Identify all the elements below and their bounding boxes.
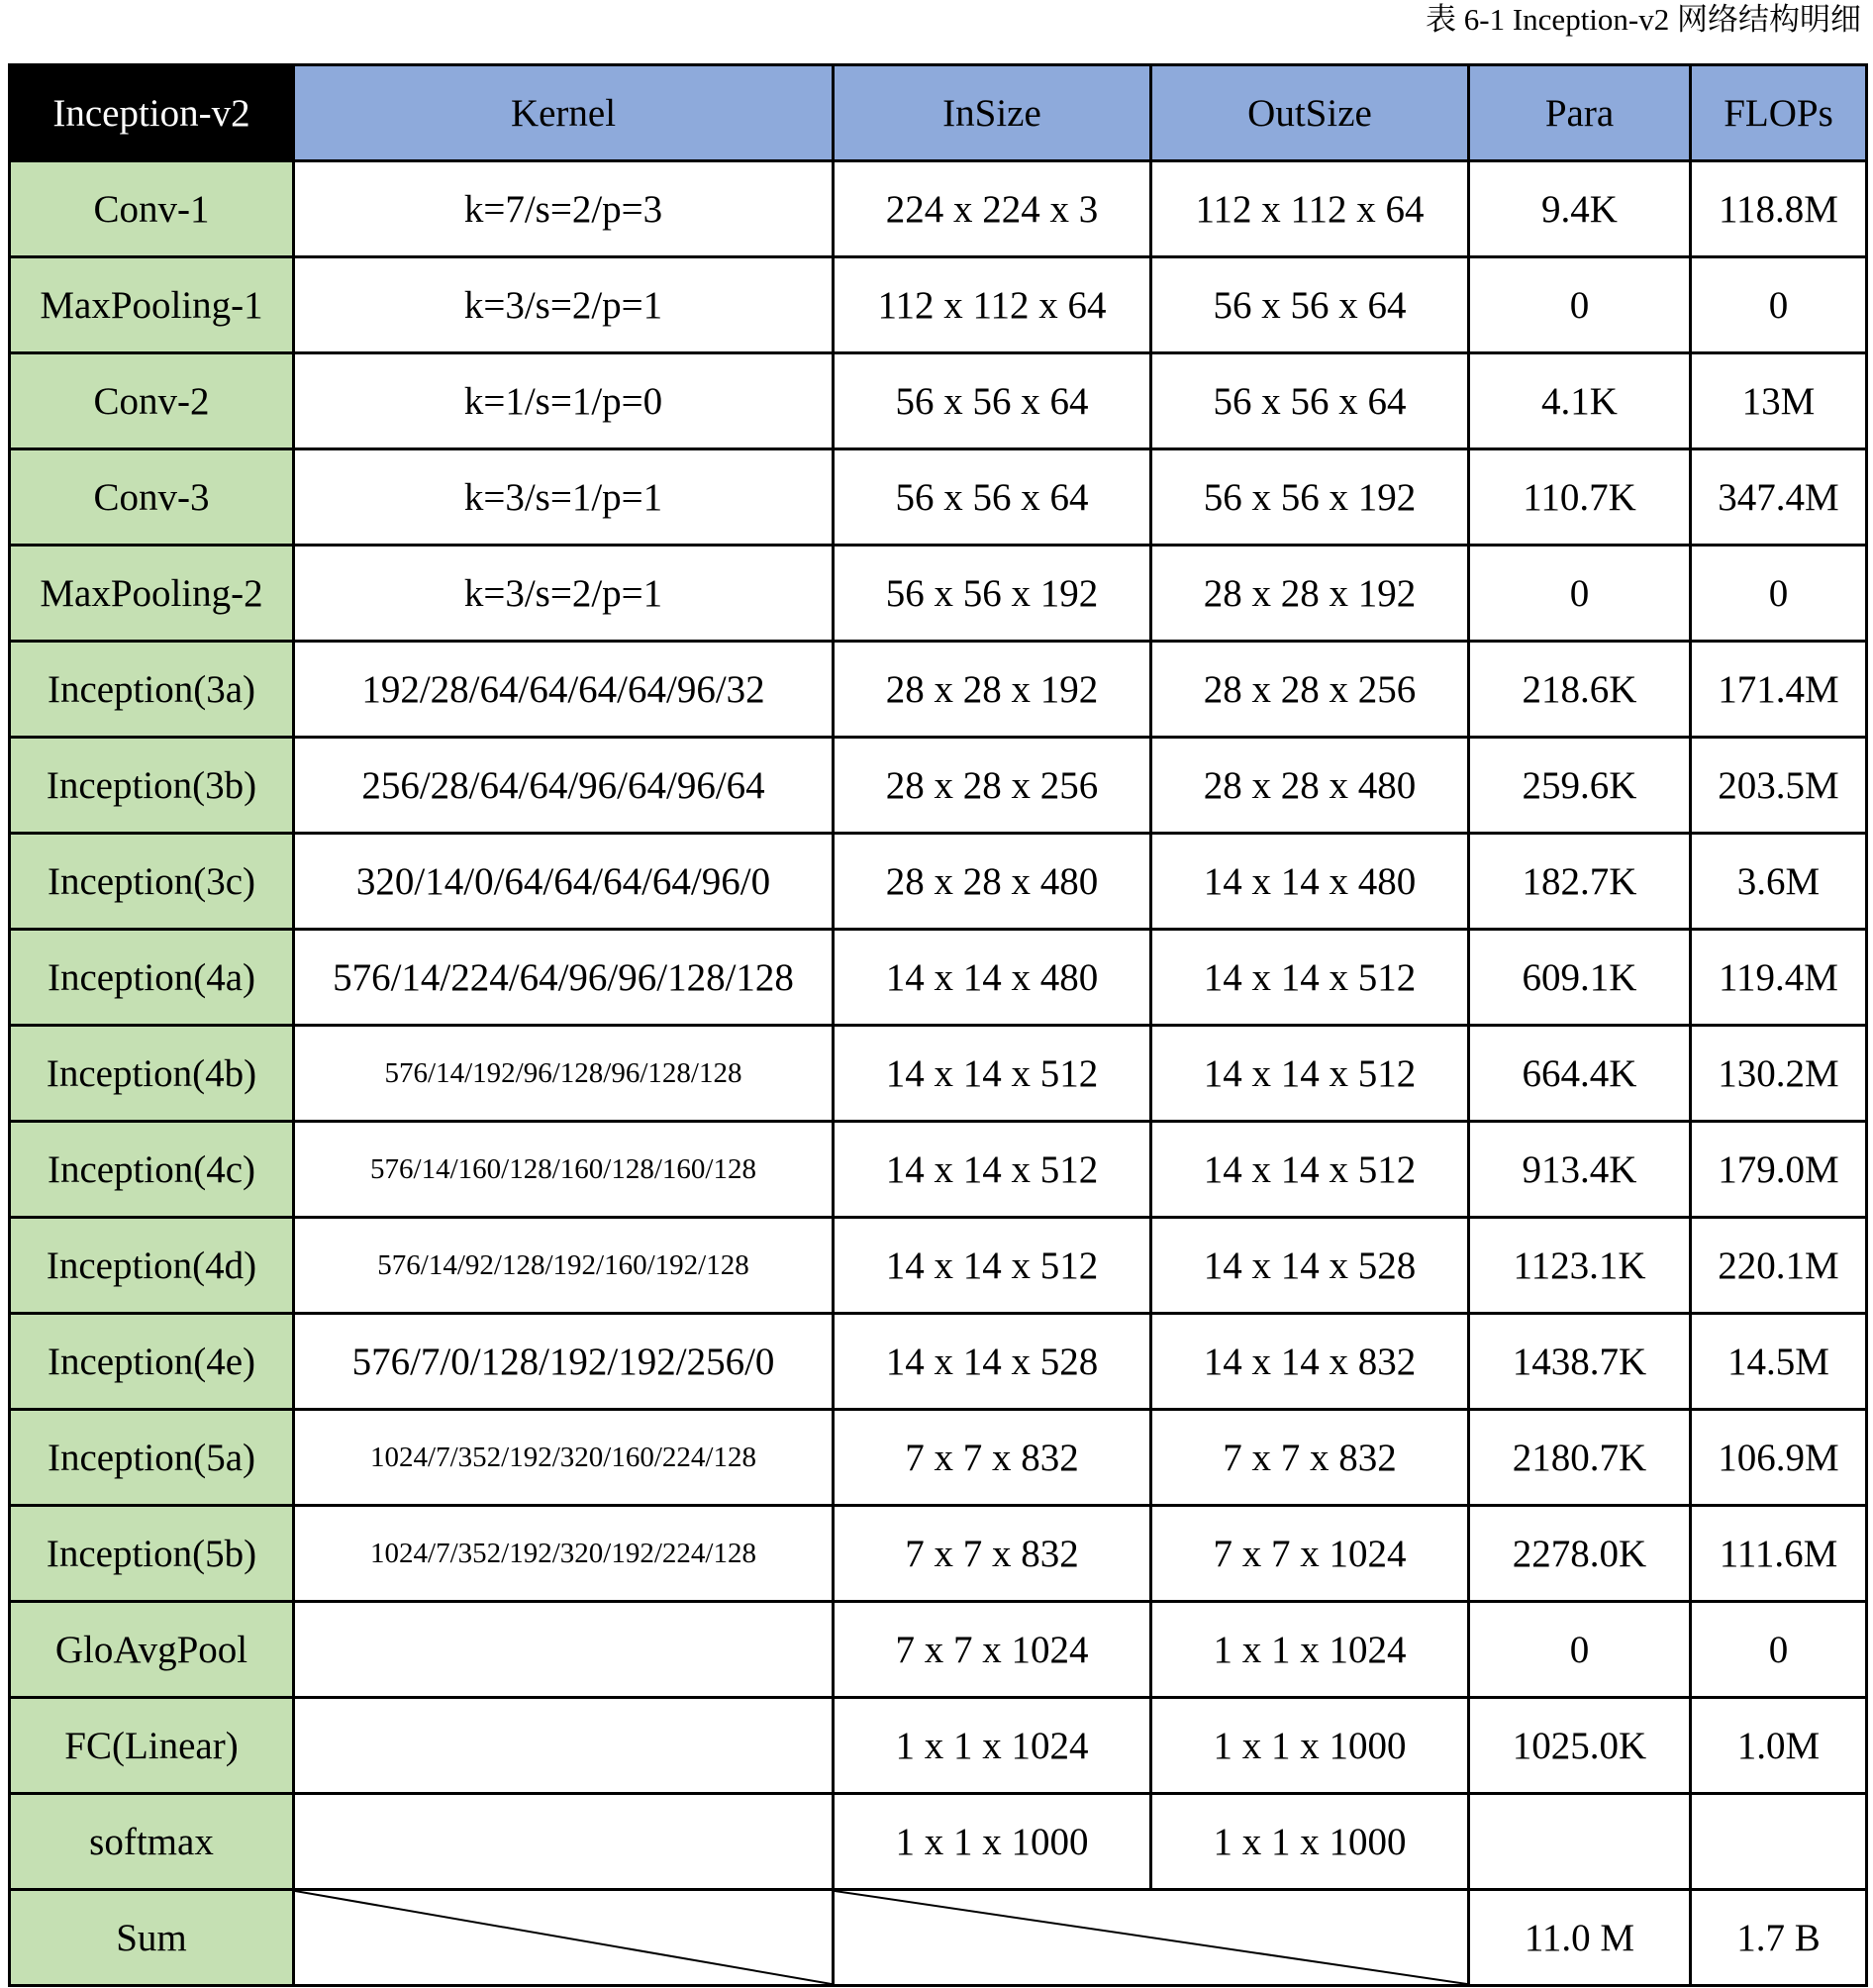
header-cell-kernel: Kernel: [294, 65, 834, 161]
table-row: [10, 1026, 1867, 1122]
para-cell: 1123.1K: [1469, 1218, 1691, 1314]
layer-cell: GloAvgPool: [10, 1602, 294, 1698]
insize-cell: 1 x 1 x 1000: [834, 1794, 1151, 1890]
layer-cell: softmax: [10, 1794, 294, 1890]
flops-cell: 220.1M: [1691, 1218, 1867, 1314]
para-cell: 913.4K: [1469, 1122, 1691, 1218]
kernel-cell: 576/14/192/96/128/96/128/128: [294, 1026, 834, 1122]
para-cell: 1025.0K: [1469, 1698, 1691, 1794]
table-row: [10, 1698, 1867, 1794]
insize-cell: 7 x 7 x 832: [834, 1506, 1151, 1602]
layer-cell: MaxPooling-1: [10, 257, 294, 353]
para-cell: 218.6K: [1469, 642, 1691, 738]
para-cell: 1438.7K: [1469, 1314, 1691, 1410]
flops-cell: 130.2M: [1691, 1026, 1867, 1122]
outsize-cell: 14 x 14 x 832: [1151, 1314, 1469, 1410]
para-cell: 0: [1469, 257, 1691, 353]
insize-cell: 7 x 7 x 832: [834, 1410, 1151, 1506]
insize-cell: 28 x 28 x 192: [834, 642, 1151, 738]
kernel-cell: k=3/s=2/p=1: [294, 546, 834, 642]
sum-label-cell: Sum: [10, 1890, 294, 1986]
flops-cell: 118.8M: [1691, 161, 1867, 257]
header-row: [10, 65, 1867, 161]
flops-cell: 171.4M: [1691, 642, 1867, 738]
table-row: [10, 834, 1867, 930]
sum-size-diagonal-cell: [834, 1890, 1469, 1986]
flops-cell: [1691, 1794, 1867, 1890]
kernel-cell: 576/14/160/128/160/128/160/128: [294, 1122, 834, 1218]
para-cell: 259.6K: [1469, 738, 1691, 834]
insize-cell: 14 x 14 x 512: [834, 1026, 1151, 1122]
kernel-cell: 576/7/0/128/192/192/256/0: [294, 1314, 834, 1410]
layer-cell: Inception(3b): [10, 738, 294, 834]
outsize-cell: 1 x 1 x 1000: [1151, 1698, 1469, 1794]
flops-cell: 3.6M: [1691, 834, 1867, 930]
kernel-cell: 576/14/92/128/192/160/192/128: [294, 1218, 834, 1314]
kernel-cell: 576/14/224/64/96/96/128/128: [294, 930, 834, 1026]
kernel-cell: k=3/s=2/p=1: [294, 257, 834, 353]
outsize-cell: 14 x 14 x 480: [1151, 834, 1469, 930]
outsize-cell: 7 x 7 x 832: [1151, 1410, 1469, 1506]
layer-cell: Inception(4d): [10, 1218, 294, 1314]
kernel-cell: [294, 1602, 834, 1698]
outsize-cell: 56 x 56 x 192: [1151, 449, 1469, 546]
table-row: [10, 1506, 1867, 1602]
flops-cell: 347.4M: [1691, 449, 1867, 546]
table-row: [10, 1218, 1867, 1314]
flops-cell: 179.0M: [1691, 1122, 1867, 1218]
insize-cell: 14 x 14 x 512: [834, 1122, 1151, 1218]
para-cell: 0: [1469, 546, 1691, 642]
outsize-cell: 56 x 56 x 64: [1151, 353, 1469, 449]
outsize-cell: 28 x 28 x 256: [1151, 642, 1469, 738]
outsize-cell: 56 x 56 x 64: [1151, 257, 1469, 353]
insize-cell: 112 x 112 x 64: [834, 257, 1151, 353]
outsize-cell: 14 x 14 x 512: [1151, 930, 1469, 1026]
kernel-cell: 256/28/64/64/96/64/96/64: [294, 738, 834, 834]
layer-cell: Conv-3: [10, 449, 294, 546]
para-cell: 664.4K: [1469, 1026, 1691, 1122]
flops-cell: 0: [1691, 1602, 1867, 1698]
header-cell-model: Inception-v2: [10, 65, 294, 161]
insize-cell: 1 x 1 x 1024: [834, 1698, 1151, 1794]
outsize-cell: 14 x 14 x 528: [1151, 1218, 1469, 1314]
insize-cell: 7 x 7 x 1024: [834, 1602, 1151, 1698]
insize-cell: 56 x 56 x 64: [834, 449, 1151, 546]
diagonal-line-icon: [295, 1891, 832, 1984]
insize-cell: 56 x 56 x 64: [834, 353, 1151, 449]
flops-cell: 0: [1691, 257, 1867, 353]
flops-cell: 119.4M: [1691, 930, 1867, 1026]
layer-cell: Inception(4c): [10, 1122, 294, 1218]
insize-cell: 14 x 14 x 528: [834, 1314, 1151, 1410]
table-row: [10, 1410, 1867, 1506]
flops-cell: 111.6M: [1691, 1506, 1867, 1602]
inception-v2-table: [8, 63, 1868, 1987]
layer-cell: Inception(5a): [10, 1410, 294, 1506]
para-cell: 609.1K: [1469, 930, 1691, 1026]
para-cell: 9.4K: [1469, 161, 1691, 257]
insize-cell: 14 x 14 x 512: [834, 1218, 1151, 1314]
layer-cell: Inception(5b): [10, 1506, 294, 1602]
kernel-cell: [294, 1698, 834, 1794]
sum-para-cell: 11.0 M: [1469, 1890, 1691, 1986]
sum-flops-cell: 1.7 B: [1691, 1890, 1867, 1986]
flops-cell: 14.5M: [1691, 1314, 1867, 1410]
flops-cell: 203.5M: [1691, 738, 1867, 834]
table-row: [10, 449, 1867, 546]
kernel-cell: 320/14/0/64/64/64/64/96/0: [294, 834, 834, 930]
insize-cell: 56 x 56 x 192: [834, 546, 1151, 642]
kernel-cell: k=3/s=1/p=1: [294, 449, 834, 546]
kernel-cell: 192/28/64/64/64/64/96/32: [294, 642, 834, 738]
flops-cell: 13M: [1691, 353, 1867, 449]
table-row: [10, 546, 1867, 642]
diagonal-line-icon: [835, 1891, 1467, 1984]
layer-cell: Inception(4e): [10, 1314, 294, 1410]
table-row: [10, 1794, 1867, 1890]
layer-cell: FC(Linear): [10, 1698, 294, 1794]
table-row: [10, 930, 1867, 1026]
insize-cell: 14 x 14 x 480: [834, 930, 1151, 1026]
outsize-cell: 112 x 112 x 64: [1151, 161, 1469, 257]
sum-row: [10, 1890, 1867, 1986]
sum-kernel-diagonal-cell: [294, 1890, 834, 1986]
table-caption: 表 6-1 Inception-v2 网络结构明细: [1426, 2, 1861, 37]
header-cell-insize: InSize: [834, 65, 1151, 161]
outsize-cell: 7 x 7 x 1024: [1151, 1506, 1469, 1602]
layer-cell: Inception(3c): [10, 834, 294, 930]
table-row: [10, 1602, 1867, 1698]
insize-cell: 224 x 224 x 3: [834, 161, 1151, 257]
outsize-cell: 1 x 1 x 1000: [1151, 1794, 1469, 1890]
table-row: [10, 257, 1867, 353]
table-row: [10, 1122, 1867, 1218]
layer-cell: Inception(3a): [10, 642, 294, 738]
outsize-cell: 28 x 28 x 480: [1151, 738, 1469, 834]
header-cell-outsize: OutSize: [1151, 65, 1469, 161]
layer-cell: Conv-1: [10, 161, 294, 257]
header-cell-flops: FLOPs: [1691, 65, 1867, 161]
flops-cell: 1.0M: [1691, 1698, 1867, 1794]
kernel-cell: k=1/s=1/p=0: [294, 353, 834, 449]
table-row: [10, 642, 1867, 738]
para-cell: [1469, 1794, 1691, 1890]
table-row: [10, 161, 1867, 257]
outsize-cell: 1 x 1 x 1024: [1151, 1602, 1469, 1698]
outsize-cell: 14 x 14 x 512: [1151, 1122, 1469, 1218]
kernel-cell: 1024/7/352/192/320/160/224/128: [294, 1410, 834, 1506]
layer-cell: Inception(4b): [10, 1026, 294, 1122]
layer-cell: Inception(4a): [10, 930, 294, 1026]
flops-cell: 106.9M: [1691, 1410, 1867, 1506]
layer-cell: MaxPooling-2: [10, 546, 294, 642]
flops-cell: 0: [1691, 546, 1867, 642]
layer-cell: Conv-2: [10, 353, 294, 449]
outsize-cell: 14 x 14 x 512: [1151, 1026, 1469, 1122]
table-row: [10, 738, 1867, 834]
para-cell: 2180.7K: [1469, 1410, 1691, 1506]
para-cell: 4.1K: [1469, 353, 1691, 449]
header-cell-para: Para: [1469, 65, 1691, 161]
para-cell: 110.7K: [1469, 449, 1691, 546]
table-row: [10, 353, 1867, 449]
outsize-cell: 28 x 28 x 192: [1151, 546, 1469, 642]
kernel-cell: [294, 1794, 834, 1890]
kernel-cell: 1024/7/352/192/320/192/224/128: [294, 1506, 834, 1602]
para-cell: 2278.0K: [1469, 1506, 1691, 1602]
table-row: [10, 1314, 1867, 1410]
insize-cell: 28 x 28 x 256: [834, 738, 1151, 834]
insize-cell: 28 x 28 x 480: [834, 834, 1151, 930]
kernel-cell: k=7/s=2/p=3: [294, 161, 834, 257]
para-cell: 182.7K: [1469, 834, 1691, 930]
para-cell: 0: [1469, 1602, 1691, 1698]
